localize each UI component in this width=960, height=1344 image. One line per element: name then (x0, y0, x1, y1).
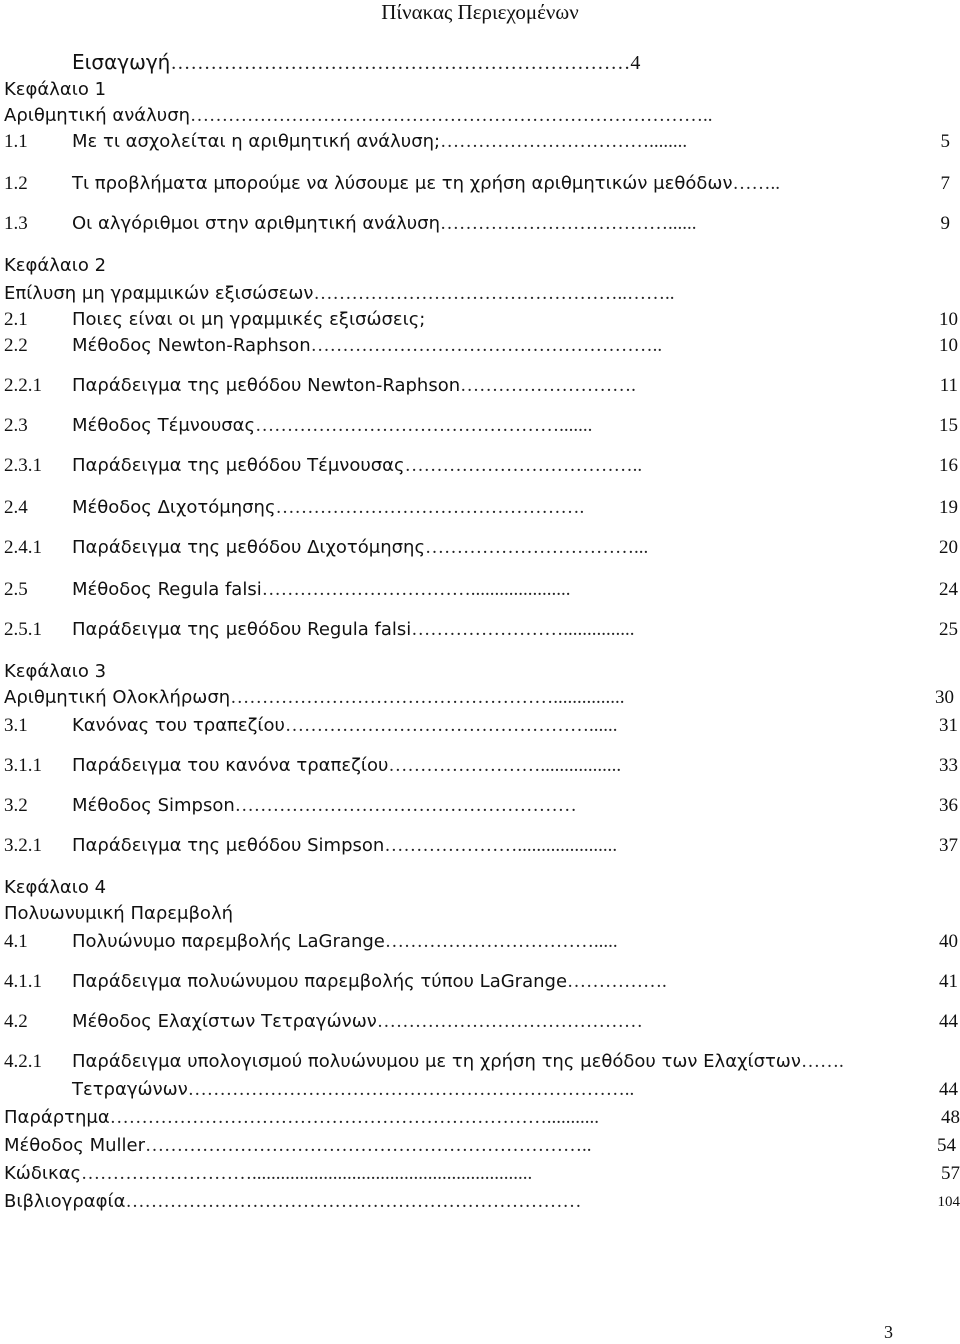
toc-entry-2-5[interactable] (4, 578, 958, 602)
toc-num: 4.2.1 (4, 1051, 42, 1072)
toc-dots: …………………………………………....... (255, 415, 593, 436)
toc-dots: ……………………………………………………………........... (109, 1107, 599, 1128)
subtitle-dots: ……………………………………………………………………….. (190, 105, 713, 126)
toc-page: 44 (939, 1079, 958, 1100)
toc-dots: ……………………............... (411, 619, 635, 640)
toc-dots: ……………………………..... (384, 931, 618, 952)
toc-label: Μέθοδος Τέμνουσας (72, 415, 256, 436)
toc-page: 37 (939, 835, 958, 856)
toc-entry-1-3[interactable] (4, 212, 954, 236)
toc-label: Κανόνας του τραπεζίου (72, 715, 285, 736)
toc-entry-intro[interactable] (72, 50, 640, 75)
toc-num: 4.1.1 (4, 971, 42, 992)
toc-num: 1.3 (4, 213, 28, 234)
toc-page: 57 (941, 1163, 960, 1184)
toc-label: Παράδειγμα υπολογισμού πολυώνυμου με τη χρήση της μεθόδου των Ελαχίστων (72, 1051, 801, 1072)
toc-num: 3.2.1 (4, 835, 42, 856)
chapter-4-title: Κεφάλαιο 4 (4, 877, 107, 898)
toc-num: 2.5.1 (4, 619, 42, 640)
toc-label: Μέθοδος Regula falsi (72, 579, 262, 600)
toc-label: Βιβλιογραφία (4, 1191, 126, 1212)
chapter-2-subtitle (4, 282, 675, 306)
subtitle-dots: …………………………………………..…….. (313, 283, 675, 304)
toc-label: Πολυώνυμο παρεμβολής LaGrange (72, 931, 385, 952)
toc-num: 2.1 (4, 309, 28, 330)
toc-num: 1.1 (4, 131, 28, 152)
toc-page: 31 (939, 715, 958, 736)
toc-page: 7 (940, 173, 950, 194)
toc-entry-4-1-1[interactable] (4, 970, 958, 994)
chapter-2-title: Κεφάλαιο 2 (4, 255, 107, 276)
toc-label: Παράδειγμα της μεθόδου Newton-Raphson (72, 375, 461, 396)
toc-dots: ……………………………………………………………… (125, 1191, 582, 1212)
toc-page: 33 (939, 755, 958, 776)
toc-dots: …………………………………………………………… (170, 52, 631, 74)
toc-page: 24 (939, 579, 958, 600)
toc-entry-4-2-1-cont[interactable] (72, 1078, 958, 1102)
toc-dots: …………………………………………………………….. (145, 1135, 592, 1156)
toc-num: 2.3.1 (4, 455, 42, 476)
toc-entry-3-1[interactable] (4, 714, 958, 738)
toc-label: Με τι ασχολείται η αριθμητική ανάλυση; (72, 131, 441, 152)
page-title: Πίνακας Περιεχομένων (381, 0, 579, 24)
subtitle-label: Αριθμητική Ολοκλήρωση (4, 687, 231, 708)
toc-entry-3-2[interactable] (4, 794, 958, 818)
toc-label: Τι προβλήματα μπορούμε να λύσουμε με τη χρήση αριθμητικών μεθόδων (72, 173, 733, 194)
toc-page: 48 (941, 1107, 960, 1128)
toc-num: 4.2 (4, 1011, 28, 1032)
toc-label: Παράρτημα (4, 1107, 110, 1128)
toc-num: 3.1.1 (4, 755, 42, 776)
toc-num: 2.3 (4, 415, 28, 436)
subtitle-dots: ……………………………………………............... (230, 687, 625, 708)
toc-num: 2.2 (4, 335, 28, 356)
toc-page: 30 (935, 687, 954, 708)
toc-entry-appendix[interactable] (4, 1106, 960, 1130)
toc-entry-bibliography[interactable] (4, 1190, 960, 1214)
toc-entry-1-2[interactable] (4, 172, 954, 196)
toc-entry-code[interactable] (4, 1162, 960, 1186)
toc-page: 10 (939, 309, 958, 330)
toc-label: Εισαγωγή (72, 50, 171, 74)
toc-dots: …………………………………………………………….. (187, 1079, 635, 1100)
toc-entry-2-2[interactable] (4, 334, 958, 358)
chapter-3-title: Κεφάλαιο 3 (4, 661, 107, 682)
toc-label: Παράδειγμα της μεθόδου Simpson (72, 835, 385, 856)
toc-dots: ……………………………..................... (261, 579, 571, 600)
toc-page: 9 (940, 213, 950, 234)
toc-num: 2.4 (4, 497, 28, 518)
toc-entry-3-2-1[interactable] (4, 834, 958, 858)
toc-page: 11 (939, 375, 958, 396)
toc-dots: ……………………………………………….. (310, 335, 663, 356)
toc-entry-2-4[interactable] (4, 496, 958, 520)
subtitle-label: Επίλυση μη γραμμικών εξισώσεων (4, 283, 314, 304)
toc-dots: ……………………………………………… (234, 795, 577, 816)
toc-num: 2.4.1 (4, 537, 42, 558)
toc-dots: ……………………………... (425, 537, 649, 558)
toc-entry-4-2-1[interactable] (4, 1050, 954, 1074)
toc-num: 3.1 (4, 715, 28, 736)
toc-dots: ………………………. (460, 375, 636, 396)
toc-entry-4-2[interactable] (4, 1010, 958, 1034)
toc-page: 20 (939, 537, 958, 558)
toc-entry-2-2-1[interactable] (4, 374, 958, 398)
chapter-1-subtitle (4, 104, 713, 128)
toc-page: 41 (939, 971, 958, 992)
toc-dots: ……………………................. (388, 755, 622, 776)
toc-entry-2-3-1[interactable] (4, 454, 958, 478)
toc-num: 3.2 (4, 795, 28, 816)
chapter-4-subtitle: Πολυωνυμική Παρεμβολή (4, 903, 234, 924)
toc-dots: …………………………………………. (275, 497, 585, 518)
toc-entry-2-1[interactable] (4, 308, 958, 332)
toc-dots: …………………..................... (384, 835, 618, 856)
toc-num: 2.2.1 (4, 375, 42, 396)
subtitle-label: Αριθμητική ανάλυση (4, 105, 191, 126)
toc-label: Παράδειγμα της μεθόδου Διχοτόμησης (72, 537, 426, 558)
toc-dots: ……………. (567, 971, 667, 992)
toc-label: Παράδειγμα της μεθόδου Τέμνουσας (72, 455, 405, 476)
toc-label-cont: Τετραγώνων (72, 1079, 188, 1100)
toc-label: Παράδειγμα πολυώνυμου παρεμβολής τύπου LaGrange (72, 971, 568, 992)
toc-page: 54 (937, 1135, 956, 1156)
toc-page: 104 (937, 1194, 960, 1210)
toc-num: 4.1 (4, 931, 28, 952)
toc-dots: …………………………………………...... (284, 715, 618, 736)
toc-label: Μέθοδος Simpson (72, 795, 235, 816)
chapter-3-subtitle[interactable] (4, 686, 954, 710)
toc-page: 16 (939, 455, 958, 476)
toc-page: 19 (939, 497, 958, 518)
toc-label: Οι αλγόριθμοι στην αριθμητική ανάλυση (72, 213, 440, 234)
toc-page: 44 (939, 1011, 958, 1032)
toc-page: 4 (630, 52, 641, 74)
toc-dots: …….. (732, 173, 781, 194)
toc-page: 15 (939, 415, 958, 436)
toc-entry-2-4-1[interactable] (4, 536, 958, 560)
toc-entry-2-3[interactable] (4, 414, 958, 438)
toc-entry-1-1[interactable] (4, 130, 954, 154)
toc-page: 36 (939, 795, 958, 816)
chapter-1-title: Κεφάλαιο 1 (4, 79, 107, 100)
toc-label: Μέθοδος Ελαχίστων Τετραγώνων (72, 1011, 377, 1032)
toc-page: 10 (939, 335, 958, 356)
toc-entry-muller[interactable] (4, 1134, 954, 1158)
toc-dots: …………………………………… (376, 1011, 643, 1032)
toc-dots: ……………………………….. (404, 455, 643, 476)
toc-entry-3-1-1[interactable] (4, 754, 958, 778)
toc-num: 1.2 (4, 173, 28, 194)
toc-entry-2-5-1[interactable] (4, 618, 958, 642)
toc-label: Μέθοδος Διχοτόμησης (72, 497, 276, 518)
toc-num: 2.5 (4, 579, 28, 600)
toc-dots: ……. (800, 1051, 844, 1072)
toc-label: Μέθοδος Newton-Raphson (72, 335, 311, 356)
toc-label: Παράδειγμα του κανόνα τραπεζίου (72, 755, 389, 776)
toc-dots: ………………………........................................................... (81, 1163, 533, 1184)
toc-label: Μέθοδος Muller (4, 1135, 146, 1156)
toc-label: Κώδικας (4, 1163, 82, 1184)
toc-page: 40 (939, 931, 958, 952)
toc-page: 25 (939, 619, 958, 640)
toc-entry-4-1[interactable] (4, 930, 958, 954)
page-number: 3 (884, 1322, 893, 1342)
toc-dots: ……………………………........ (440, 131, 688, 152)
toc-page: 5 (940, 131, 950, 152)
toc-dots: ………………………………...... (440, 213, 697, 234)
toc-label: Παράδειγμα της μεθόδου Regula falsi (72, 619, 412, 640)
toc-label: Ποιες είναι οι μη γραμμικές εξισώσεις; (72, 309, 426, 330)
